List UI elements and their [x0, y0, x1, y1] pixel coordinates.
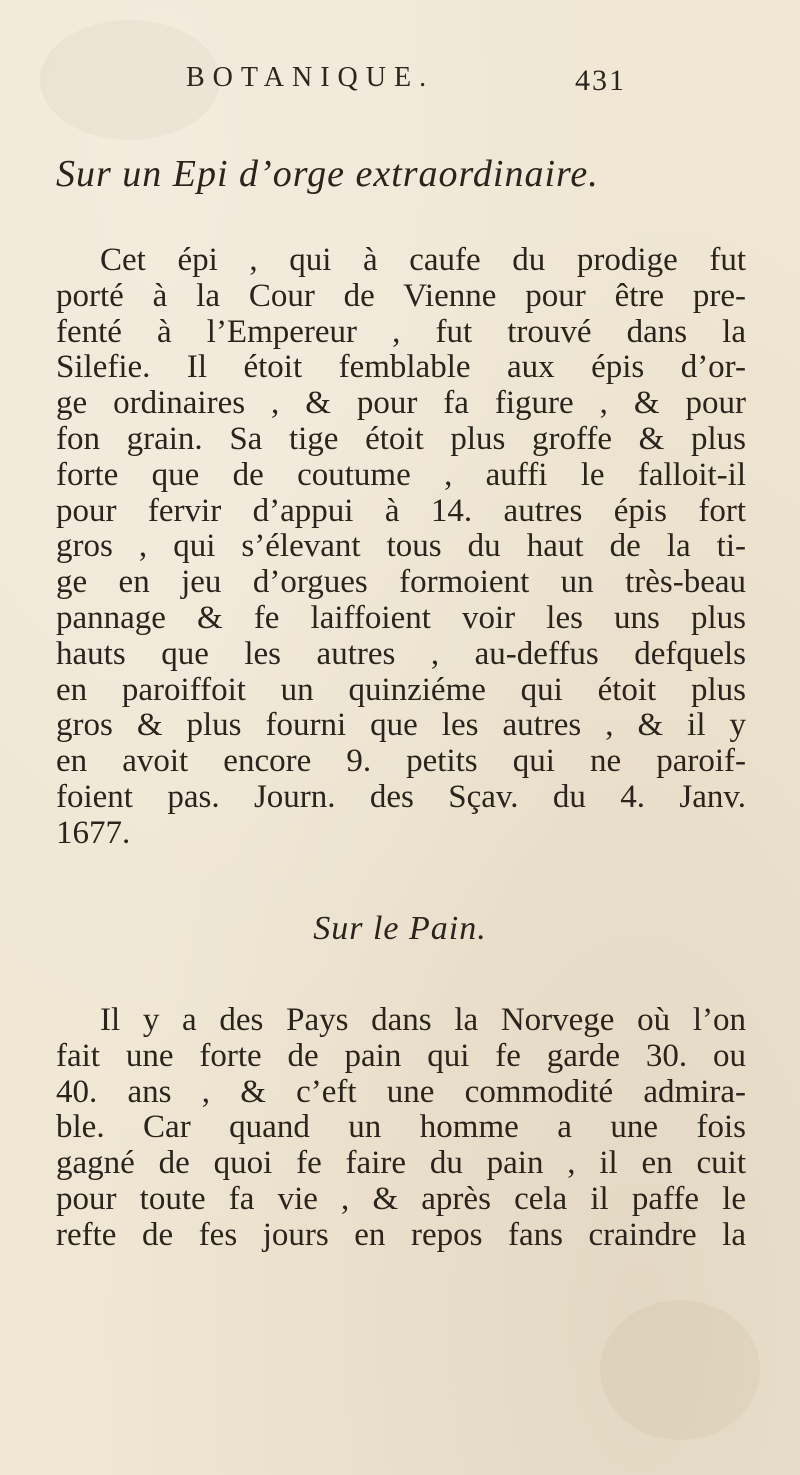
running-title: BOTANIQUE.: [186, 62, 435, 93]
text-line: gros , qui s’élevant tous du haut de la ti-: [56, 528, 746, 565]
text-line: foient pas. Journ. des Sçav. du 4. Janv.: [56, 778, 746, 815]
paragraph-pain: [56, 1003, 746, 1254]
text-line: hauts que les autres , au-deffus defquels: [56, 635, 746, 672]
text-line: pour fervir d’appui à 14. autres épis fort: [56, 492, 746, 529]
text-line: ble. Car quand un homme a une fois: [56, 1109, 746, 1146]
text-line: gagné de quoi fe faire du pain , il en cuit: [56, 1145, 746, 1182]
text-line: en paroiffoit un quinziéme qui étoit plus: [56, 671, 746, 708]
text-line: en avoit encore 9. petits qui ne paroif-: [56, 743, 746, 780]
section-heading-pain: Sur le Pain.: [313, 910, 487, 947]
text-line: gros & plus fourni que les autres , & il y: [56, 707, 746, 744]
running-head: [0, 62, 800, 102]
text-line: 40. ans , & c’eft une commodité admira-: [56, 1073, 746, 1110]
text-line: fenté à l’Empereur , fut trouvé dans la: [56, 313, 746, 350]
text-line: Il y a des Pays dans la Norvege où l’on: [100, 1002, 746, 1038]
text-line: fait une forte de pain qui fe garde 30. ou: [56, 1037, 746, 1074]
text-line: 1677.: [56, 814, 131, 851]
section-heading-epi-d-orge: Sur un Epi d’orge extraordinaire.: [56, 153, 599, 195]
text-line: ge ordinaires , & pour fa figure , & pour: [56, 385, 746, 422]
text-line: ge en jeu d’orgues formoient un très-beau: [56, 564, 746, 601]
page-number: 431: [575, 64, 626, 97]
text-line: forte que de coutume , auffi le falloit-il: [56, 456, 746, 493]
text-line: Silefie. Il étoit femblable aux épis d’or-: [56, 349, 746, 386]
paper-stain: [600, 1300, 760, 1440]
text-line: pour toute fa vie , & après cela il paffe le: [56, 1180, 746, 1217]
text-line: refte de fes jours en repos fans craindre la: [56, 1216, 746, 1253]
text-line: pannage & fe laiffoient voir les uns plus: [56, 599, 746, 636]
paragraph-epi-d-orge: [56, 243, 746, 852]
text-line: fon grain. Sa tige étoit plus groffe & plus: [56, 420, 746, 457]
text-line: porté à la Cour de Vienne pour être pre-: [56, 277, 746, 314]
text-line: Cet épi , qui à caufe du prodige fut: [100, 242, 746, 278]
